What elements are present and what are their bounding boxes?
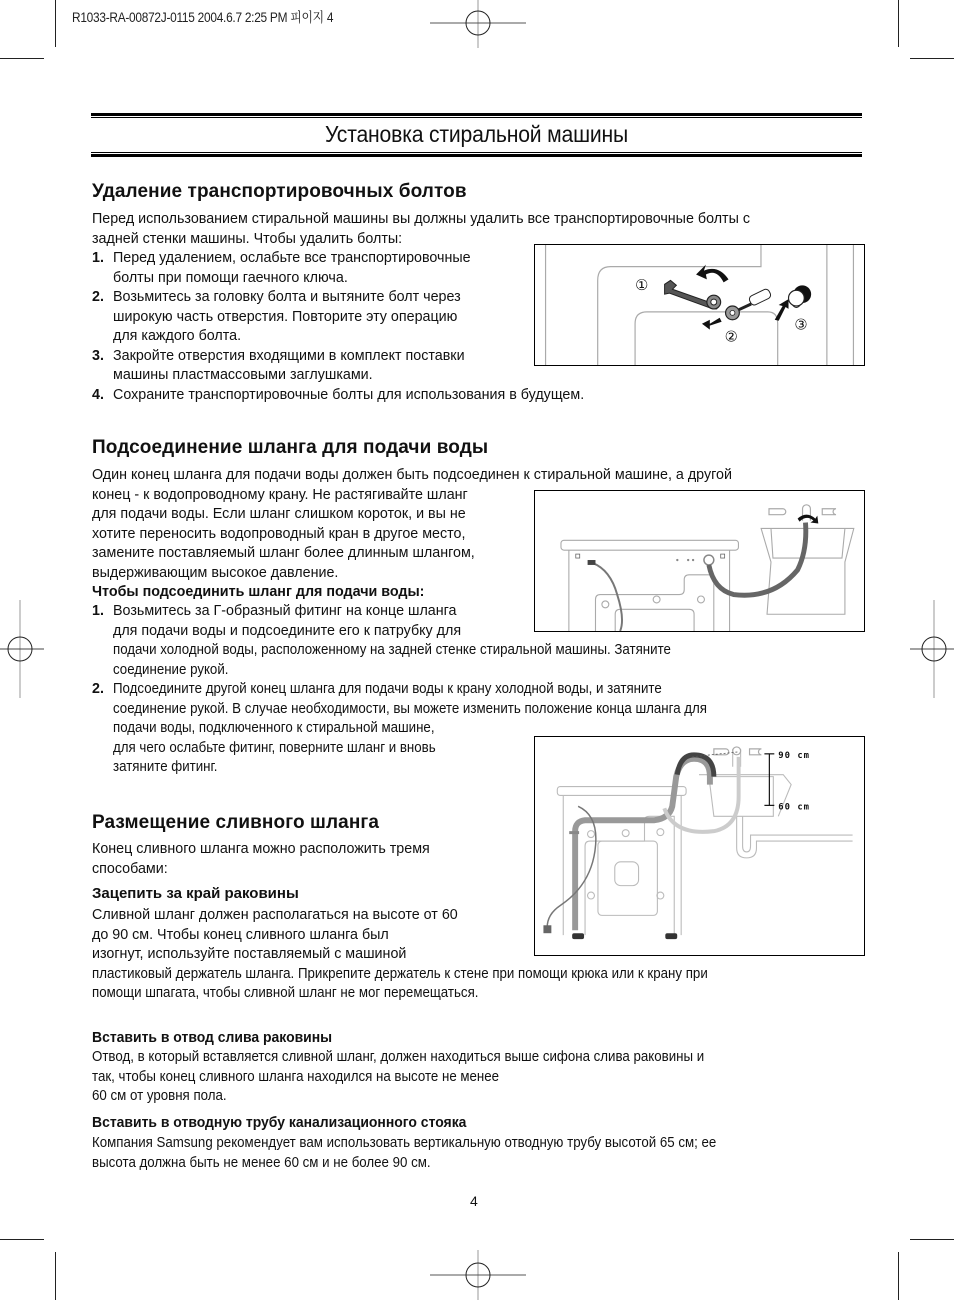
step-text: подачи воды, подключенного к стиральной машине, <box>113 720 435 736</box>
text-line: 60 см от уровня пола. <box>92 1088 227 1104</box>
step-text: Закройте отверстия входящими в комплект поставки <box>113 347 465 364</box>
step-number: 2. <box>92 681 104 697</box>
drain-intro-line: способами: <box>92 860 168 877</box>
drain-option-heading: Вставить в отводную трубу канализационного стояка <box>92 1114 467 1131</box>
tighten-arrow-icon <box>798 515 819 524</box>
figure-drain-hose <box>534 736 865 956</box>
inlet-intro-line: для подачи воды. Если шланг слишком короток, и вы не <box>92 506 466 522</box>
wrench-icon <box>665 280 721 309</box>
inlet-intro-line: замените поставляемый шланг более длинным шлангом, <box>92 545 475 561</box>
callout-1: ① <box>635 278 649 295</box>
step-text: для чего ослабьте фитинг, поверните шланг и вновь <box>113 739 436 756</box>
label-90cm: 90 cm <box>778 750 811 761</box>
crop-mark-bottom-right-v <box>898 1252 899 1300</box>
crop-mark-bottom-right-h <box>910 1239 954 1240</box>
list-item <box>92 249 532 288</box>
inlet-intro-line: Один конец шланга для подачи воды должен быть подсоединен к стиральной машине, а другой <box>92 467 732 483</box>
callout-3: ③ <box>794 317 808 334</box>
step-text: машины пластмассовыми заглушками. <box>113 367 373 383</box>
step-text: для каждого болта. <box>113 328 242 344</box>
plug-icon <box>789 285 812 307</box>
text-line: изогнут, используйте поставляемый с машиной <box>92 946 407 962</box>
power-cord <box>547 806 596 931</box>
drain-option-heading: Вставить в отвод слива раковины <box>92 1029 333 1046</box>
drain-option-text <box>92 1134 763 1173</box>
callout-2: ② <box>724 329 738 346</box>
registration-mark-right <box>904 600 954 700</box>
text-line: так, чтобы конец сливного шланга находился на высоте не менее <box>92 1068 500 1085</box>
step-text: широкую часть отверстия. Повторите эту операцию <box>113 308 458 325</box>
drain-option-heading: Зацепить за край раковины <box>92 885 299 902</box>
step-number: 1. <box>92 250 104 266</box>
step-text: Сохраните транспортировочные болты для использования в будущем. <box>113 386 585 403</box>
drain-option-text <box>92 1048 750 1107</box>
inlet-intro-line: хотите переносить водопроводный кран в другое место, <box>92 525 466 542</box>
title-rule-top-thick <box>91 113 862 116</box>
print-job-stamp: R1033-RA-00872J-0115 2004.6.7 2:25 PM 피이지 4 <box>72 10 334 25</box>
section-heading-drain-hose: Размещение сливного шланга <box>92 812 380 833</box>
crop-mark-bottom-left-v <box>55 1252 56 1300</box>
drain-intro-line: Конец сливного шланга можно расположить тремя <box>92 841 430 857</box>
drain-hose-illustration <box>535 737 864 955</box>
crop-mark-top-right-v <box>898 0 899 47</box>
text-line: Компания Samsung рекомендует вам использовать вертикальную отводную трубу высотой 65 см; ее <box>92 1135 717 1151</box>
list-item <box>92 386 585 406</box>
step-text: для подачи воды и подсоедините его к патрубку для <box>113 622 462 639</box>
rotate-arrow-icon <box>696 265 728 283</box>
bolts-intro-line: Перед использованием стиральной машины вы должны удалить все транспортировочные болты с <box>92 211 750 227</box>
step-number: 3. <box>92 347 104 364</box>
step-text: болты при помощи гаечного ключа. <box>113 269 348 286</box>
pull-arrow-icon <box>702 318 722 330</box>
step-text: соединение рукой. <box>113 661 229 678</box>
figure-transport-bolts <box>534 244 865 366</box>
step-number: 4. <box>92 386 104 403</box>
text-line: Сливной шланг должен располагаться на высоте от 60 <box>92 907 458 923</box>
power-cord <box>593 563 623 631</box>
page-title: Установка стиральной машины <box>324 121 629 147</box>
inlet-subheading: Чтобы подсоединить шланг для подачи воды: <box>92 584 425 600</box>
inlet-intro-line: конец - к водопроводному крану. Не растягивайте шланг <box>92 486 468 503</box>
insert-arrow-icon <box>775 299 789 321</box>
step-text: затяните фитинг. <box>113 759 218 775</box>
text-line: помощи шпагата, чтобы сливной шланг не мог перемещаться. <box>92 985 479 1001</box>
text-line: пластиковый держатель шланга. Прикрепите держатель к стене при помощи крюка или к крану при <box>92 965 708 982</box>
bolts-steps-list <box>92 249 585 405</box>
crop-mark-top-right-h <box>910 58 954 59</box>
title-rule-top-thin <box>91 117 862 118</box>
text-line: до 90 см. Чтобы конец сливного шланга был <box>92 926 389 943</box>
crop-mark-top-left-v <box>55 0 56 47</box>
registration-mark-top <box>430 0 530 50</box>
section-heading-bolts: Удаление транспортировочных болтов <box>92 181 467 202</box>
crop-mark-bottom-left-h <box>0 1239 44 1240</box>
list-item <box>92 347 532 386</box>
step-number: 2. <box>92 289 104 305</box>
bolt-icon <box>726 288 772 320</box>
text-line: Отвод, в который вставляется сливной шланг, должен находиться выше сифона слива раковины и <box>92 1049 705 1065</box>
step-text: соединение рукой. В случае необходимости, вы можете изменить положение конца шланга для <box>113 700 708 717</box>
title-rule-bottom-thin <box>91 152 862 153</box>
step-text: Перед удалением, ослабьте все транспортировочные <box>113 250 471 266</box>
crop-mark-top-left-h <box>0 58 44 59</box>
step-text: Подсоедините другой конец шланга для подачи воды к крану холодной воды, и затяните <box>113 681 662 697</box>
page-number: 4 <box>470 1193 478 1209</box>
bolts-intro-line: задней стенки машины. Чтобы удалить болты: <box>92 230 403 247</box>
list-item <box>92 288 532 347</box>
inlet-hose <box>709 523 806 596</box>
section-heading-inlet-hose: Подсоединение шланга для подачи воды <box>92 437 489 458</box>
step-number: 1. <box>92 603 104 619</box>
title-rule-bottom-thick <box>91 154 862 157</box>
bolts-illustration <box>535 245 864 365</box>
step-text: Возьмитесь за Г-образный фитинг на конце шланга <box>113 603 457 619</box>
inlet-hose-illustration <box>535 491 864 631</box>
step-text: Возьмитесь за головку болта и вытяните болт через <box>113 289 461 305</box>
drain-intro <box>92 840 430 879</box>
registration-mark-left <box>0 600 50 700</box>
registration-mark-bottom <box>430 1250 530 1300</box>
text-line: высота должна быть не менее 60 см и не более 90 см. <box>92 1154 431 1171</box>
label-60cm: 60 cm <box>778 802 811 813</box>
step-text: подачи холодной воды, расположенному на задней стенке стиральной машины. Затяните <box>113 642 671 658</box>
inlet-intro-line: выдерживающим высокое давление. <box>92 564 339 581</box>
figure-inlet-hose <box>534 490 865 632</box>
